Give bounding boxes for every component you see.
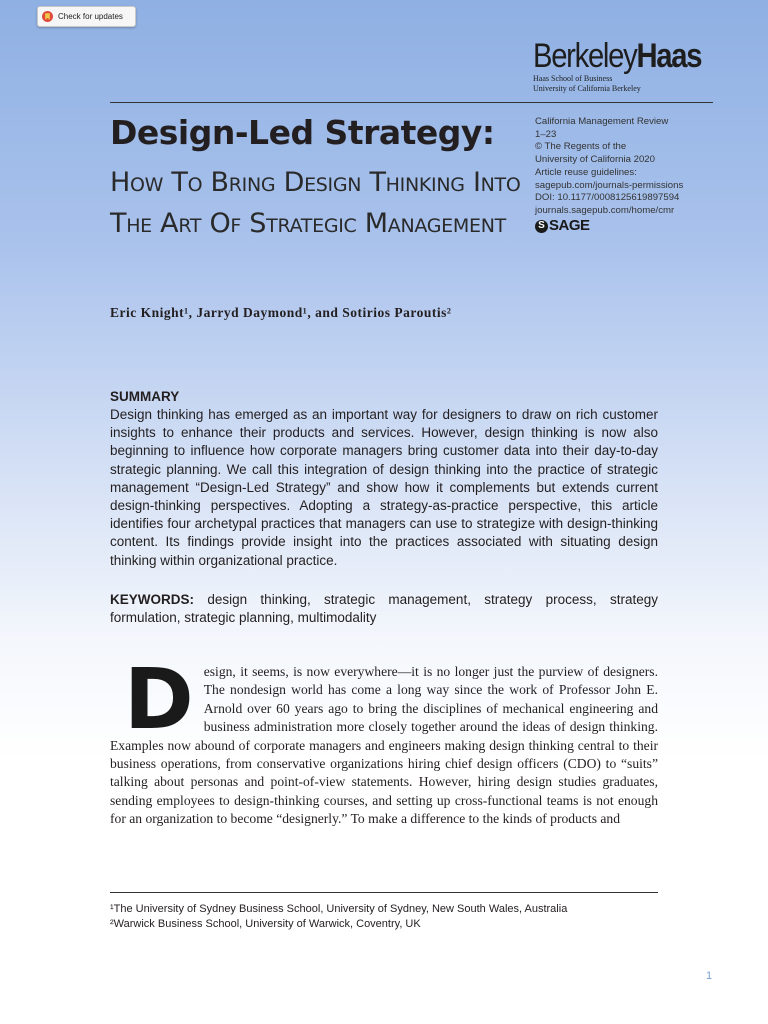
body-paragraph [110,650,658,829]
sage-logo [535,216,715,234]
page-range: 1–23 [535,128,557,140]
copyright-line-2: University of California 2020 [535,154,655,166]
header-divider [110,102,713,103]
article-title: Design-Led Strategy: [110,113,495,152]
permissions-link[interactable]: sagepub.com/journals-permissions [535,179,684,191]
logo-wordmark [533,37,702,75]
keywords-label: KEYWORDS: [110,592,194,607]
footnotes [110,902,658,932]
berkeley-haas-logo [533,38,713,94]
reuse-guidelines-label: Article reuse guidelines: [535,166,637,178]
logo-word-regular: Berkeley [533,37,637,75]
journal-homepage-link[interactable]: journals.sagepub.com/home/cmr [535,204,675,216]
copyright-line-1: © The Regents of the [535,141,627,153]
footnote-1: ¹The University of Sydney Business School, University of Sydney, New South Wales, Australia [110,903,568,915]
check-for-updates-label: Check for updates [58,12,123,21]
footnote-2: ²Warwick Business School, University of Warwick, Coventry, UK [110,918,421,930]
journal-info [535,116,715,233]
logo-word-bold: Haas [636,37,702,75]
sage-logo-text: SAGE [549,216,590,234]
check-for-updates-button[interactable] [37,6,136,27]
doi-link[interactable]: DOI: 10.1177/0008125619897594 [535,192,680,204]
page-number: 1 [706,970,713,982]
author-list: Eric Knight¹, Jarryd Daymond¹, and Sotirios Paroutis² [110,305,452,320]
body-text: esign, it seems, is now everywhere—it is no longer just the purview of designers. The nondesign world has come a long way since the work of Professor John E. Arnold over 60 years ago to bring the disciplines of mechanical engineering and business administration more closely together around the ideas of design thinking. Examples now abound of corporate managers and engineers making design thinking central to their business operations, from conservative organizations hiring chief design officers (CDO) to “suits” talking about personas and point-of-view statements. However, hiring design studies graduates, sending employees to design-thinking courses, and setting up cross-functional teams is not enough for an organization to become “designerly.” To make a difference to the kinds of products and [110,664,658,827]
logo-subline-2: University of California Berkeley [533,84,641,93]
keywords-list: design thinking, strategic management, strategy process, strategy formulation, strategic planning, multimodality [110,592,658,626]
crossmark-icon [42,11,53,22]
drop-cap: D [124,650,194,748]
logo-subline-1: Haas School of Business [533,74,613,83]
footnote-divider [110,892,658,893]
sage-logo-mark: S [535,220,548,233]
summary-heading: SUMMARY [110,389,180,404]
summary-text: Design thinking has emerged as an important way for designers to draw on rich customer insights to enhance their products and services. However, design thinking is now also beginning to influence how corporate managers bring customer data into their day-to-day strategic planning. We call this integration of design thinking into the practice of strategic management “Design-Led Strategy” and show how it complements but extends current design-thinking perspectives. Adopting a strategy-as-practice perspective, this article identifies four archetypal practices that managers can use to strategize with design-thinking content. Its findings provide insight into the practices associated with situating design thinking within organizational practice. [110,407,658,568]
keywords [110,591,658,627]
journal-name: California Management Review [535,116,669,127]
article-subtitle: How To Bring Design Thinking Into The Art Of Strategic Management [110,167,521,239]
